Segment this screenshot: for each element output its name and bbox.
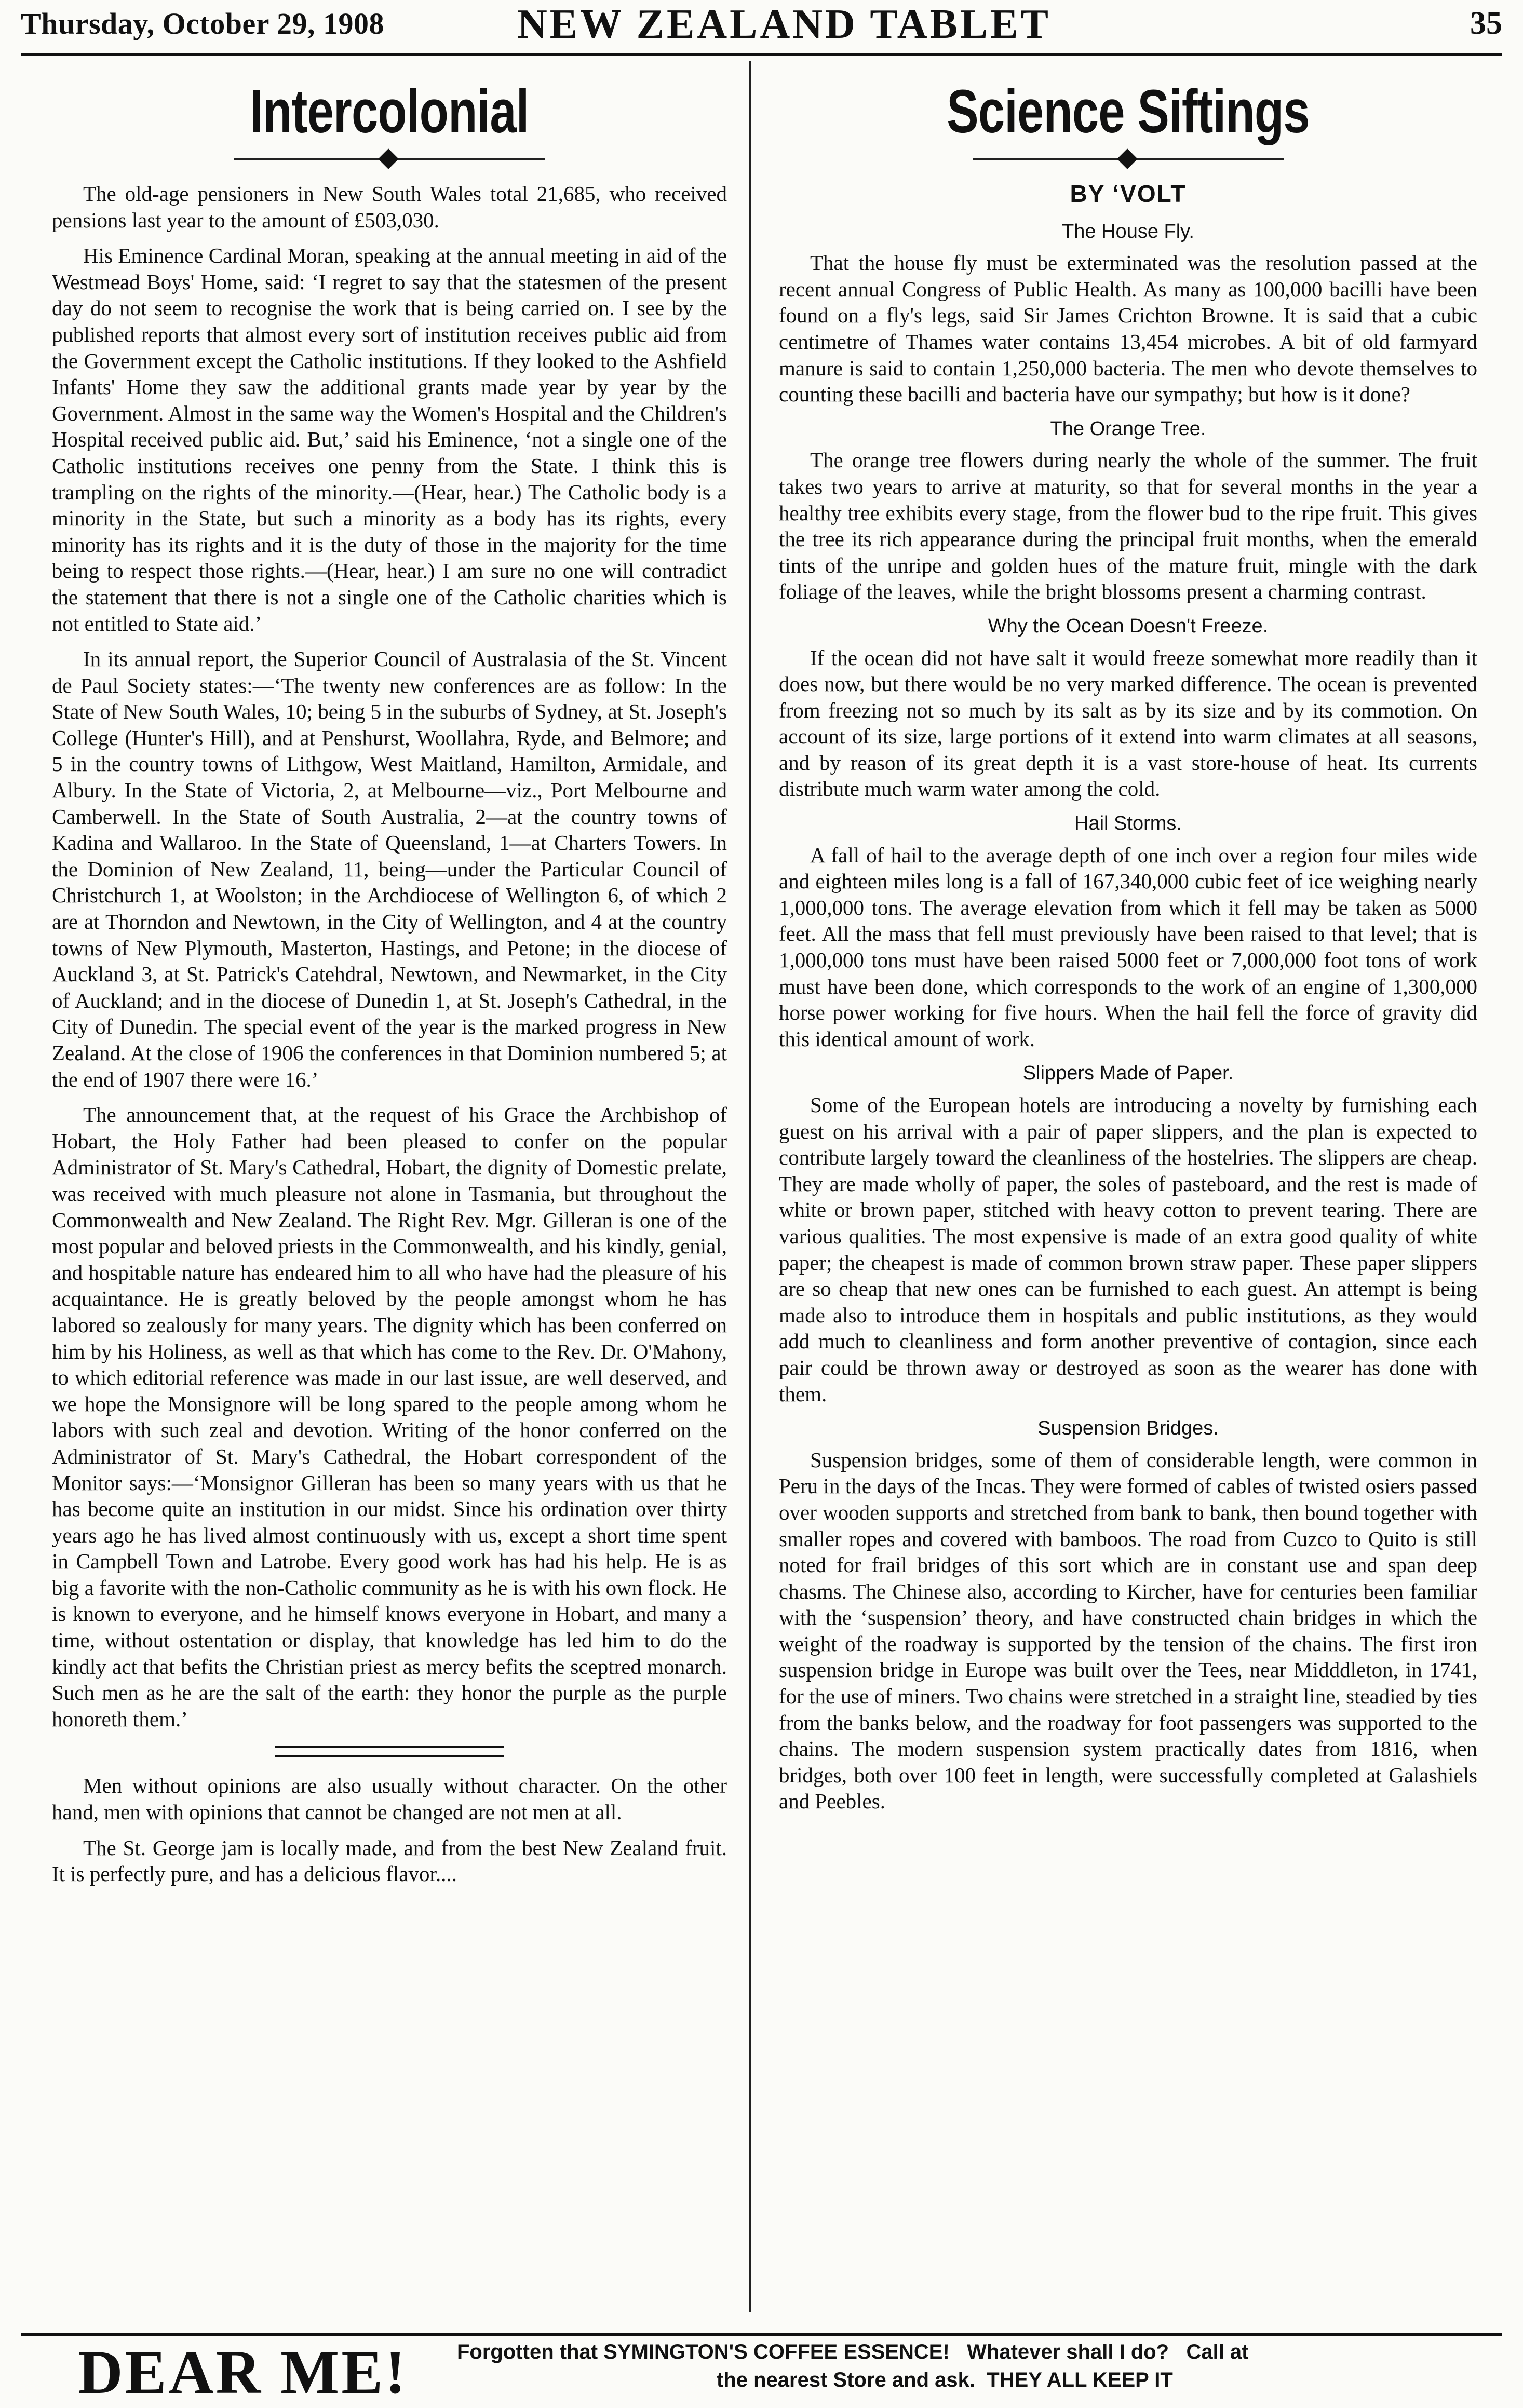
byline: BY ‘VOLT [1070,180,1187,207]
section-text: A fall of hail to the average depth of one inch over a region four miles wide and eighteen miles long is a fall of 167,340,000 cubic feet of ice weighing nearly 1,000,000 tons. The average elevation from which it fell may be taken as 5000 feet. All the mass that fell must previously have been raised to that level; that is 1,000,000 tons must have been raised 5000 feet or 7,000,000 foot tons of work must have been done, which corresponds to the work of an engine of 1,300,000 horse power working for five hours. When the hail fell the force of gravity did this identical amount of work. [779,843,1477,1051]
section-title: Why the Ocean Doesn't Freeze. [988,615,1269,637]
section-title: The House Fly. [1062,220,1194,242]
section-text: Some of the European hotels are introducing a novelty by furnishing each guest on his arrival with a pair of paper slippers, and the plan is expected to contribute largely toward the cleanliness of the hostelries. The slippers are cheap. They are made wholly of paper, the soles of pasteboard, and the rest is made of white or brown paper, stitched with heavy cotton to prevent tearing. There are various qualities. The most expensive is made of an extra good quality of white paper; the cheapest is made of common brown straw paper. These paper slippers are so cheap that new ones can be furnished to each guest. An attempt is being made also to introduce them in hospitals and public institutions, as they would add much to cleanliness and form another preventive of contagion, since each pair could be thrown away or destroyed as soon as the wearer has done with them. [779,1093,1477,1406]
science-siftings-heading: Science Siftings [947,77,1310,146]
section-title: Suspension Bridges. [1037,1417,1219,1440]
section-text: The orange tree flowers during nearly the whole of the summer. The fruit takes two years to arrive at maturity, so that for several months in the year a healthy tree exhibits every stage, from the flower bud to the ripe fruit. This gives the tree its rich appearance during the principal fruit months, when the emerald tints of the unripe and golden hues of the mature fruit, mingle with the dark foliage of the leaves, while the bright blossoms present a charming contrast. [779,448,1477,604]
article-paragraph: The old-age pensioners in New South Wales total 21,685, who received pensions last year to the amount of £503,030. [52,182,727,232]
advert-headline: DEAR ME! [78,2337,408,2406]
section-text: Suspension bridges, some of them of considerable length, were common in Peru in the days of the Incas. They were formed of cables of twisted osiers passed over wooden supports and stretched from bank to bank, then bound together with smaller ropes and covered with bamboos. The road from Cuzco to Quito is still noted for frail bridges of this sort which are in constant use and span deep chasms. The Chinese also, according to Kircher, have for centuries been familiar with the ‘suspension’ theory, and have constructed chain bridges in which the weight of the roadway is supported by the tension of the chains. The first iron suspension bridge in Europe was built over the Tees, near Midddleton, in 1741, for the use of miners. Two chains were stretched in a straight line, steadied by ties from the banks below, and the roadway for foot passengers was supported to the chains. The modern suspension system practically dates from 1816, when bridges, both over 100 feet in length, were successfully completed at Galashiels and Peebles. [779,1447,1477,1814]
issue-date: Thursday, October 29, 1908 [21,7,384,40]
article-paragraph: The announcement that, at the request of his Grace the Archbishop of Hobart, the Holy Father had been pleased to confer on the popular Administrator of St. Mary's Cathedral, Hobart, the dignity of Domestic prelate, was received with much pleasure not alone in Tasmania, but throughout the Commonwealth and New Zealand. The Right Rev. Mgr. Gilleran is one of the most popular and beloved priests in the Commonwealth, and his kindly, genial, and hospitable nature has endeared him to all who have had the pleasure of his acquaintance. He is greatly beloved by the people amongst whom he has labored so zealously for many years. The dignity which has been conferred on him by his Holiness, as well as that which has come to the Rev. Dr. O'Mahony, to which editorial reference was made in our last issue, are well deserved, and we hope the Monsignore will be long spared to the people among whom he labors with such zeal and devotion. Writing of the honor conferred on the Administrator of St. Mary's Cathedral, the Hobart correspondent of the Monitor says:—‘Monsignor Gilleran has been so many years with us that he has become quite an institution in our midst. Since his ordination over thirty years ago he has lived almost continuously with us, except a short time spent in Campbell Town and Latrobe. Every good work has had his help. He is as big a favorite with the non-Catholic community as he is with his own flock. He is known to everyone, and he himself knows everyone in Hobart, and many a time, without ostentation or display, that knowledge has led him to do the kindly act that befits the Christian priest as mercy befits the sceptred monarch. Such men as he are the salt of the earth: they honor the purple as the purple honoreth them.’ [52,1103,727,1731]
column-divider [749,61,751,2312]
left-column [52,78,727,1887]
section-title: Slippers Made of Paper. [1022,1062,1234,1085]
masthead-title: NEW ZEALAND TABLET [517,2,1052,47]
right-column [779,78,1477,1815]
section-text: That the house fly must be exterminated was the resolution passed at the recent annual Congress of Public Health. As many as 100,000 bacilli have been found on a fly's legs, said Sir James Crichton Browne. It is said that a cubic centimetre of Thames water contains 13,454 microbes. A bit of old farmyard manure is said to contain 1,250,000 bacteria. The men who devote themselves to counting these bacilli and bacteria have our sympathy; but how is it done? [779,251,1477,407]
section-separator [275,1746,504,1757]
article-paragraph: Men without opinions are also usually without character. On the other hand, men with opinions that cannot be changed are not men at all. [52,1774,727,1824]
section-text: If the ocean did not have salt it would freeze somewhat more readily than it does now, but there would be no very marked difference. The ocean is prevented from freezing not so much by its salt as by its size and by its commotion. On account of its size, large portions of it extend into warm climates at all seasons, and by reason of its great depth it is a vast store-house of heat. Its currents distribute much warm water among the cold. [779,645,1477,801]
heading-ornament [234,148,545,170]
advert-rule [21,2333,1502,2336]
advert-text-line-1: Forgotten that SYMINGTON'S COFFEE ESSENCE! Whatever shall I do? Call at [457,2341,1249,2363]
section-title: Hail Storms. [1074,813,1182,835]
page-number: 35 [1470,6,1502,41]
page-header [21,0,1502,52]
heading-ornament [973,148,1284,170]
advert-text-line-2: the nearest Store and ask. THEY ALL KEEP IT [717,2369,1173,2391]
intercolonial-heading: Intercolonial [250,77,529,146]
header-rule [21,53,1502,56]
article-paragraph: In its annual report, the Superior Council of Australasia of the St. Vincent de Paul Society states:—‘The twenty new conferences are as follow: In the State of New South Wales, 10; being 5 in the suburbs of Sydney, at St. Joseph's College (Hunter's Hill), and at Penshurst, Woollahra, Ryde, and Belmore; and 5 in the country towns of Lithgow, West Maitland, Hamilton, Armidale, and Albury. In the State of Victoria, 2, at Melbourne—viz., Port Melbourne and Camberwell. In the State of South Australia, 2—at the country towns of Kadina and Wallaroo. In the State of Queensland, 1—at Charters Towers. In the Dominion of New Zealand, 11, being—under the Particular Council of Christchurch 1, at Woolston; in the Archdiocese of Wellington 6, of which 2 are at Thorndon and Newtown, in the City of Wellington, and 4 at the country towns of New Plymouth, Masterton, Hastings, and Petone; in the diocese of Auckland 3, at St. Patrick's Catehdral, Newtown, and Newmarket, in the City of Auckland; and in the diocese of Dunedin 1, at St. Joseph's Cathedral, in the City of Dunedin. The special event of the year is the marked progress in New Zealand. At the close of 1906 the conferences in that Dominion numbered 5; at the end of 1907 there were 16.’ [52,647,727,1091]
article-paragraph: His Eminence Cardinal Moran, speaking at the annual meeting in aid of the Westmead Boys' Home, said: ‘I regret to say that the statesmen of the present day do not seem to recognise the work that is being carried on. I see by the published reports that almost every sort of institution receives public aid from the Government except the Catholic institutions. If they looked to the Ashfield Infants' Home they saw the additional grants made year by year by the Government. Almost in the same way the Women's Hospital and the Children's Hospital received public aid. But,’ said his Eminence, ‘not a single one of the Catholic institutions receives one penny from the State. I think this is trampling on the rights of the minority.—(Hear, hear.) The Catholic body is a minority in the State, but such a minority as a body has its rights, every minority has its rights and it is the duty of those in the majority for the time being to respect those rights.—(Hear, hear.) I am sure no one will contradict the statement that there is not a single one of the Catholic charities which is not entitled to State aid.’ [52,243,727,635]
section-title: The Orange Tree. [1050,417,1206,440]
article-paragraph: The St. George jam is locally made, and from the best New Zealand fruit. It is perfectly pure, and has a delicious flavor.... [52,1835,727,1886]
